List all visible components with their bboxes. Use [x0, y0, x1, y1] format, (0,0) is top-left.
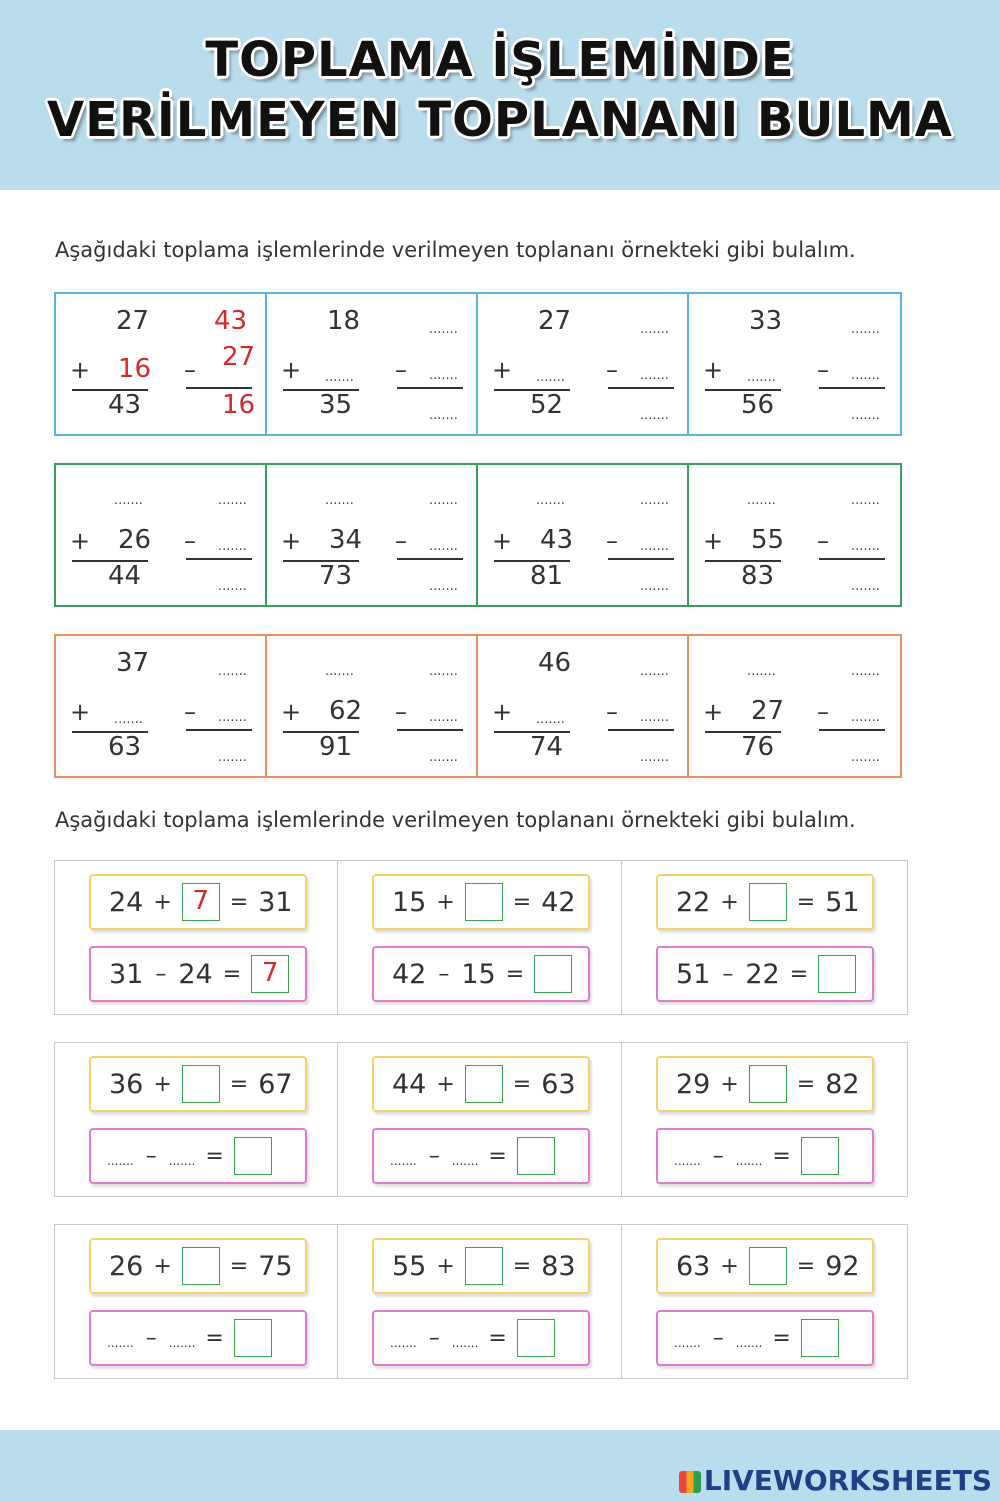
addend: 55	[392, 1250, 427, 1282]
difference-box[interactable]	[534, 955, 572, 993]
equation-problem	[622, 860, 908, 1015]
addition-equation	[89, 1056, 307, 1112]
blank-minuend[interactable]: .......	[674, 1154, 701, 1168]
blank-sub-top[interactable]: .......	[218, 493, 247, 508]
sum: 76	[741, 732, 775, 762]
vertical-problem	[689, 294, 900, 434]
blank-sub-top[interactable]: .......	[429, 664, 458, 679]
plus-sign: +	[720, 1071, 739, 1097]
vertical-problem	[267, 636, 478, 776]
blank-sub-middle[interactable]: .......	[640, 710, 669, 725]
equals-sign: =	[229, 889, 249, 915]
equation-problem	[338, 860, 622, 1015]
addend-bottom: 34	[329, 525, 363, 555]
blank-sub-result[interactable]: .......	[851, 408, 880, 423]
sub-line	[819, 729, 885, 731]
blank-sub-middle[interactable]: .......	[851, 368, 880, 383]
blank-sub-result[interactable]: .......	[429, 408, 458, 423]
addend-bottom: 55	[751, 525, 785, 555]
difference-box[interactable]: 7	[251, 955, 289, 993]
addend-top: 18	[327, 306, 361, 336]
plus-sign: +	[492, 527, 513, 555]
addition-equation	[89, 1238, 307, 1294]
blank-addend-bottom[interactable]: .......	[536, 370, 565, 385]
minus-sign: –	[395, 527, 407, 555]
addend: 15	[392, 886, 427, 918]
blank-addend-bottom[interactable]: .......	[747, 370, 776, 385]
vertical-problem	[689, 636, 900, 776]
plus-sign: +	[436, 1071, 455, 1097]
minus-sign: –	[155, 961, 167, 987]
minus-sign: –	[722, 961, 734, 987]
vertical-problem	[56, 636, 267, 776]
equation-problem	[338, 1224, 622, 1379]
blank-sub-middle[interactable]: .......	[640, 539, 669, 554]
addition-equation	[372, 1056, 590, 1112]
sub-line	[608, 387, 674, 389]
blank-sub-middle[interactable]: .......	[429, 368, 458, 383]
blank-sub-result[interactable]: .......	[218, 750, 247, 765]
blank-minuend[interactable]: .......	[390, 1154, 417, 1168]
minus-sign: –	[428, 1143, 440, 1169]
minus-sign: –	[145, 1143, 157, 1169]
difference-box[interactable]	[517, 1319, 555, 1357]
blank-sub-middle[interactable]: .......	[851, 539, 880, 554]
missing-addend-box[interactable]	[465, 1065, 503, 1103]
sub-line	[397, 729, 463, 731]
blank-sub-middle[interactable]: .......	[218, 710, 247, 725]
plus-sign: +	[281, 698, 302, 726]
subtrahend: 15	[461, 958, 496, 990]
sub-line	[186, 729, 252, 731]
blank-sub-middle[interactable]: .......	[429, 539, 458, 554]
plus-sign: +	[703, 527, 724, 555]
minus-sign: –	[184, 527, 196, 555]
brand-text: LIVEWORKSHEETS	[703, 1464, 992, 1497]
addend-bottom: 27	[751, 696, 785, 726]
equals-sign: =	[222, 961, 242, 987]
addend-bottom: 62	[329, 696, 363, 726]
sub-line	[397, 558, 463, 560]
equation-problem	[622, 1224, 908, 1379]
addend-bottom: 16	[118, 354, 152, 384]
addend: 63	[676, 1250, 711, 1282]
blank-subtrahend[interactable]: .......	[168, 1336, 196, 1350]
subtraction-equation	[89, 1128, 307, 1184]
minus-sign: –	[606, 698, 618, 726]
missing-addend-box[interactable]: 7	[182, 883, 220, 921]
page-title-line2: VERİLMEYEN TOPLANANI BULMA	[47, 92, 953, 148]
difference-box[interactable]	[801, 1137, 839, 1175]
blank-subtrahend[interactable]: .......	[735, 1336, 763, 1350]
sum: 75	[258, 1250, 293, 1282]
sum: 43	[108, 390, 142, 420]
blank-addend-bottom[interactable]: .......	[325, 370, 354, 385]
header-banner	[0, 0, 1000, 190]
vertical-problem	[267, 294, 478, 434]
plus-sign: +	[436, 889, 455, 915]
sub-top: 43	[214, 306, 248, 336]
subtrahend: 22	[745, 958, 780, 990]
blank-sub-result[interactable]: .......	[851, 579, 880, 594]
difference-box[interactable]	[801, 1319, 839, 1357]
sum: 92	[825, 1250, 860, 1282]
blank-sub-result[interactable]: .......	[640, 408, 669, 423]
subtraction-equation	[89, 1310, 307, 1366]
plus-sign: +	[703, 356, 724, 384]
blank-addend-top[interactable]: .......	[114, 493, 143, 508]
blank-sub-top[interactable]: .......	[851, 664, 880, 679]
page-title-line1: TOPLAMA İŞLEMİNDE	[205, 32, 795, 88]
equals-sign: =	[796, 889, 816, 915]
subtraction-equation	[656, 1128, 874, 1184]
sum: 51	[825, 886, 860, 918]
minus-sign: –	[184, 356, 196, 384]
blank-sub-top[interactable]: .......	[640, 664, 669, 679]
subtraction-equation	[372, 1310, 590, 1366]
sub-line	[186, 558, 252, 560]
addend-top: 37	[116, 648, 150, 678]
vertical-problem	[478, 636, 689, 776]
blank-sub-middle[interactable]: .......	[640, 368, 669, 383]
addition-equation	[372, 874, 590, 930]
equals-sign: =	[512, 1071, 532, 1097]
addition-equation	[656, 1238, 874, 1294]
blank-sub-top[interactable]: .......	[640, 493, 669, 508]
equation-problem	[54, 1042, 338, 1197]
plus-sign: +	[281, 356, 302, 384]
blank-minuend[interactable]: .......	[107, 1336, 134, 1350]
addend: 26	[109, 1250, 144, 1282]
blank-minuend[interactable]: .......	[390, 1336, 417, 1350]
blank-sub-top[interactable]: .......	[429, 493, 458, 508]
plus-sign: +	[720, 1253, 739, 1279]
blank-sub-result[interactable]: .......	[851, 750, 880, 765]
equation-problem	[54, 1224, 338, 1379]
blank-sub-middle[interactable]: .......	[851, 710, 880, 725]
minus-sign: –	[712, 1143, 724, 1169]
vertical-problem	[56, 465, 267, 605]
addend: 24	[109, 886, 144, 918]
difference-box[interactable]	[517, 1137, 555, 1175]
blank-addend-bottom[interactable]: .......	[536, 712, 565, 727]
addition-equation	[89, 874, 307, 930]
addend-bottom: 26	[118, 525, 152, 555]
missing-addend-box[interactable]	[182, 1065, 220, 1103]
plus-sign: +	[70, 527, 91, 555]
minus-sign: –	[395, 356, 407, 384]
sum: 31	[258, 886, 293, 918]
sum: 83	[541, 1250, 576, 1282]
addend-bottom: 43	[540, 525, 574, 555]
blank-addend-top[interactable]: .......	[325, 664, 354, 679]
minuend: 31	[109, 958, 144, 990]
equals-sign: =	[505, 961, 525, 987]
sum: 83	[741, 561, 775, 591]
equation-problem	[54, 860, 338, 1015]
blank-minuend[interactable]: .......	[107, 1154, 134, 1168]
equals-sign: =	[789, 961, 809, 987]
equals-sign: =	[512, 1253, 532, 1279]
equation-grid-3	[54, 1224, 908, 1379]
addend-top: 27	[538, 306, 572, 336]
subtraction-equation	[89, 946, 307, 1002]
sum: 74	[530, 732, 564, 762]
missing-addend-box[interactable]	[465, 1247, 503, 1285]
addition-equation	[656, 1056, 874, 1112]
addition-equation	[656, 874, 874, 930]
minus-sign: –	[145, 1325, 157, 1351]
blank-sub-result[interactable]: .......	[640, 579, 669, 594]
blank-sub-top[interactable]: .......	[640, 322, 669, 337]
equals-sign: =	[512, 889, 532, 915]
plus-sign: +	[720, 889, 739, 915]
missing-addend-box[interactable]	[465, 883, 503, 921]
equals-sign: =	[229, 1253, 249, 1279]
sub-line	[186, 387, 252, 389]
minuend: 51	[676, 958, 711, 990]
vertical-grid-1	[54, 292, 902, 436]
equation-problem	[338, 1042, 622, 1197]
sum: 63	[541, 1068, 576, 1100]
blank-addend-top[interactable]: .......	[536, 493, 565, 508]
sum: 73	[319, 561, 353, 591]
blank-sub-result[interactable]: .......	[429, 750, 458, 765]
vertical-problem	[478, 294, 689, 434]
plus-sign: +	[153, 1253, 172, 1279]
blank-sub-result[interactable]: .......	[218, 579, 247, 594]
equation-grid-2	[54, 1042, 908, 1197]
minus-sign: –	[712, 1325, 724, 1351]
subtraction-equation	[656, 1310, 874, 1366]
subtraction-equation	[656, 946, 874, 1002]
sub-line	[608, 729, 674, 731]
blank-sub-result[interactable]: .......	[429, 579, 458, 594]
blank-sub-top[interactable]: .......	[429, 322, 458, 337]
missing-addend-box[interactable]	[749, 1065, 787, 1103]
minuend: 42	[392, 958, 427, 990]
addend: 36	[109, 1068, 144, 1100]
brand-logo[interactable]	[679, 1464, 992, 1497]
plus-sign: +	[70, 356, 91, 384]
addend: 29	[676, 1068, 711, 1100]
missing-addend-box[interactable]	[749, 1247, 787, 1285]
sub-line	[819, 387, 885, 389]
equals-sign: =	[488, 1143, 507, 1169]
minus-sign: –	[817, 356, 829, 384]
subtrahend: 24	[178, 958, 213, 990]
addend: 22	[676, 886, 711, 918]
sum: 44	[108, 561, 142, 591]
sub-line	[608, 558, 674, 560]
minus-sign: –	[817, 698, 829, 726]
sum: 52	[530, 390, 564, 420]
equals-sign: =	[205, 1325, 224, 1351]
plus-sign: +	[70, 698, 91, 726]
vertical-problem	[689, 465, 900, 605]
equals-sign: =	[772, 1325, 791, 1351]
subtraction-equation	[372, 1128, 590, 1184]
footer-banner	[0, 1430, 1000, 1502]
addend-top: 46	[538, 648, 572, 678]
plus-sign: +	[153, 1071, 172, 1097]
minus-sign: –	[428, 1325, 440, 1351]
blank-subtrahend[interactable]: .......	[451, 1336, 479, 1350]
liveworksheets-logo-icon	[679, 1471, 701, 1493]
minus-sign: –	[184, 698, 196, 726]
equals-sign: =	[205, 1143, 224, 1169]
minus-sign: –	[817, 527, 829, 555]
sum: 42	[541, 886, 576, 918]
difference-box[interactable]	[234, 1137, 272, 1175]
plus-sign: +	[281, 527, 302, 555]
minus-sign: –	[606, 356, 618, 384]
sum: 81	[530, 561, 564, 591]
sub-line	[397, 387, 463, 389]
blank-sub-top[interactable]: .......	[851, 493, 880, 508]
equation-problem	[622, 1042, 908, 1197]
missing-addend-box[interactable]	[749, 883, 787, 921]
equals-sign: =	[488, 1325, 507, 1351]
addend-top: 27	[116, 306, 150, 336]
subtraction-equation	[372, 946, 590, 1002]
blank-addend-bottom[interactable]: .......	[114, 712, 143, 727]
vertical-problem	[56, 294, 267, 434]
sub-result: 16	[222, 390, 256, 420]
blank-sub-top[interactable]: .......	[851, 322, 880, 337]
equals-sign: =	[796, 1253, 816, 1279]
minus-sign: –	[438, 961, 450, 987]
vertical-problem	[478, 465, 689, 605]
equals-sign: =	[229, 1071, 249, 1097]
plus-sign: +	[492, 356, 513, 384]
blank-sub-middle[interactable]: .......	[429, 710, 458, 725]
blank-addend-top[interactable]: .......	[325, 493, 354, 508]
equals-sign: =	[772, 1143, 791, 1169]
blank-subtrahend[interactable]: .......	[451, 1154, 479, 1168]
blank-sub-top[interactable]: .......	[218, 664, 247, 679]
blank-sub-result[interactable]: .......	[640, 750, 669, 765]
blank-subtrahend[interactable]: .......	[168, 1154, 196, 1168]
blank-subtrahend[interactable]: .......	[735, 1154, 763, 1168]
addend-top: 33	[749, 306, 783, 336]
difference-box[interactable]	[234, 1319, 272, 1357]
sum: 82	[825, 1068, 860, 1100]
sum: 56	[741, 390, 775, 420]
sum: 63	[108, 732, 142, 762]
blank-sub-middle[interactable]: .......	[218, 539, 247, 554]
plus-sign: +	[153, 889, 172, 915]
addend: 44	[392, 1068, 427, 1100]
sub-middle: 27	[222, 342, 256, 372]
blank-addend-top[interactable]: .......	[747, 664, 776, 679]
instruction-text-2: Aşağıdaki toplama işlemlerinde verilmeyen toplananı örnekteki gibi bulalım.	[55, 808, 856, 832]
vertical-problem	[267, 465, 478, 605]
vertical-grid-3	[54, 634, 902, 778]
instruction-text-1: Aşağıdaki toplama işlemlerinde verilmeyen toplananı örnekteki gibi bulalım.	[55, 238, 856, 262]
equals-sign: =	[796, 1071, 816, 1097]
sub-line	[819, 558, 885, 560]
minus-sign: –	[606, 527, 618, 555]
minus-sign: –	[395, 698, 407, 726]
equation-grid-1	[54, 860, 908, 1015]
addition-equation	[372, 1238, 590, 1294]
plus-sign: +	[703, 698, 724, 726]
vertical-grid-2	[54, 463, 902, 607]
sum: 91	[319, 732, 353, 762]
difference-box[interactable]	[818, 955, 856, 993]
sum: 35	[319, 390, 353, 420]
missing-addend-box[interactable]	[182, 1247, 220, 1285]
sum: 67	[258, 1068, 293, 1100]
blank-addend-top[interactable]: .......	[747, 493, 776, 508]
blank-minuend[interactable]: .......	[674, 1336, 701, 1350]
plus-sign: +	[436, 1253, 455, 1279]
plus-sign: +	[492, 698, 513, 726]
